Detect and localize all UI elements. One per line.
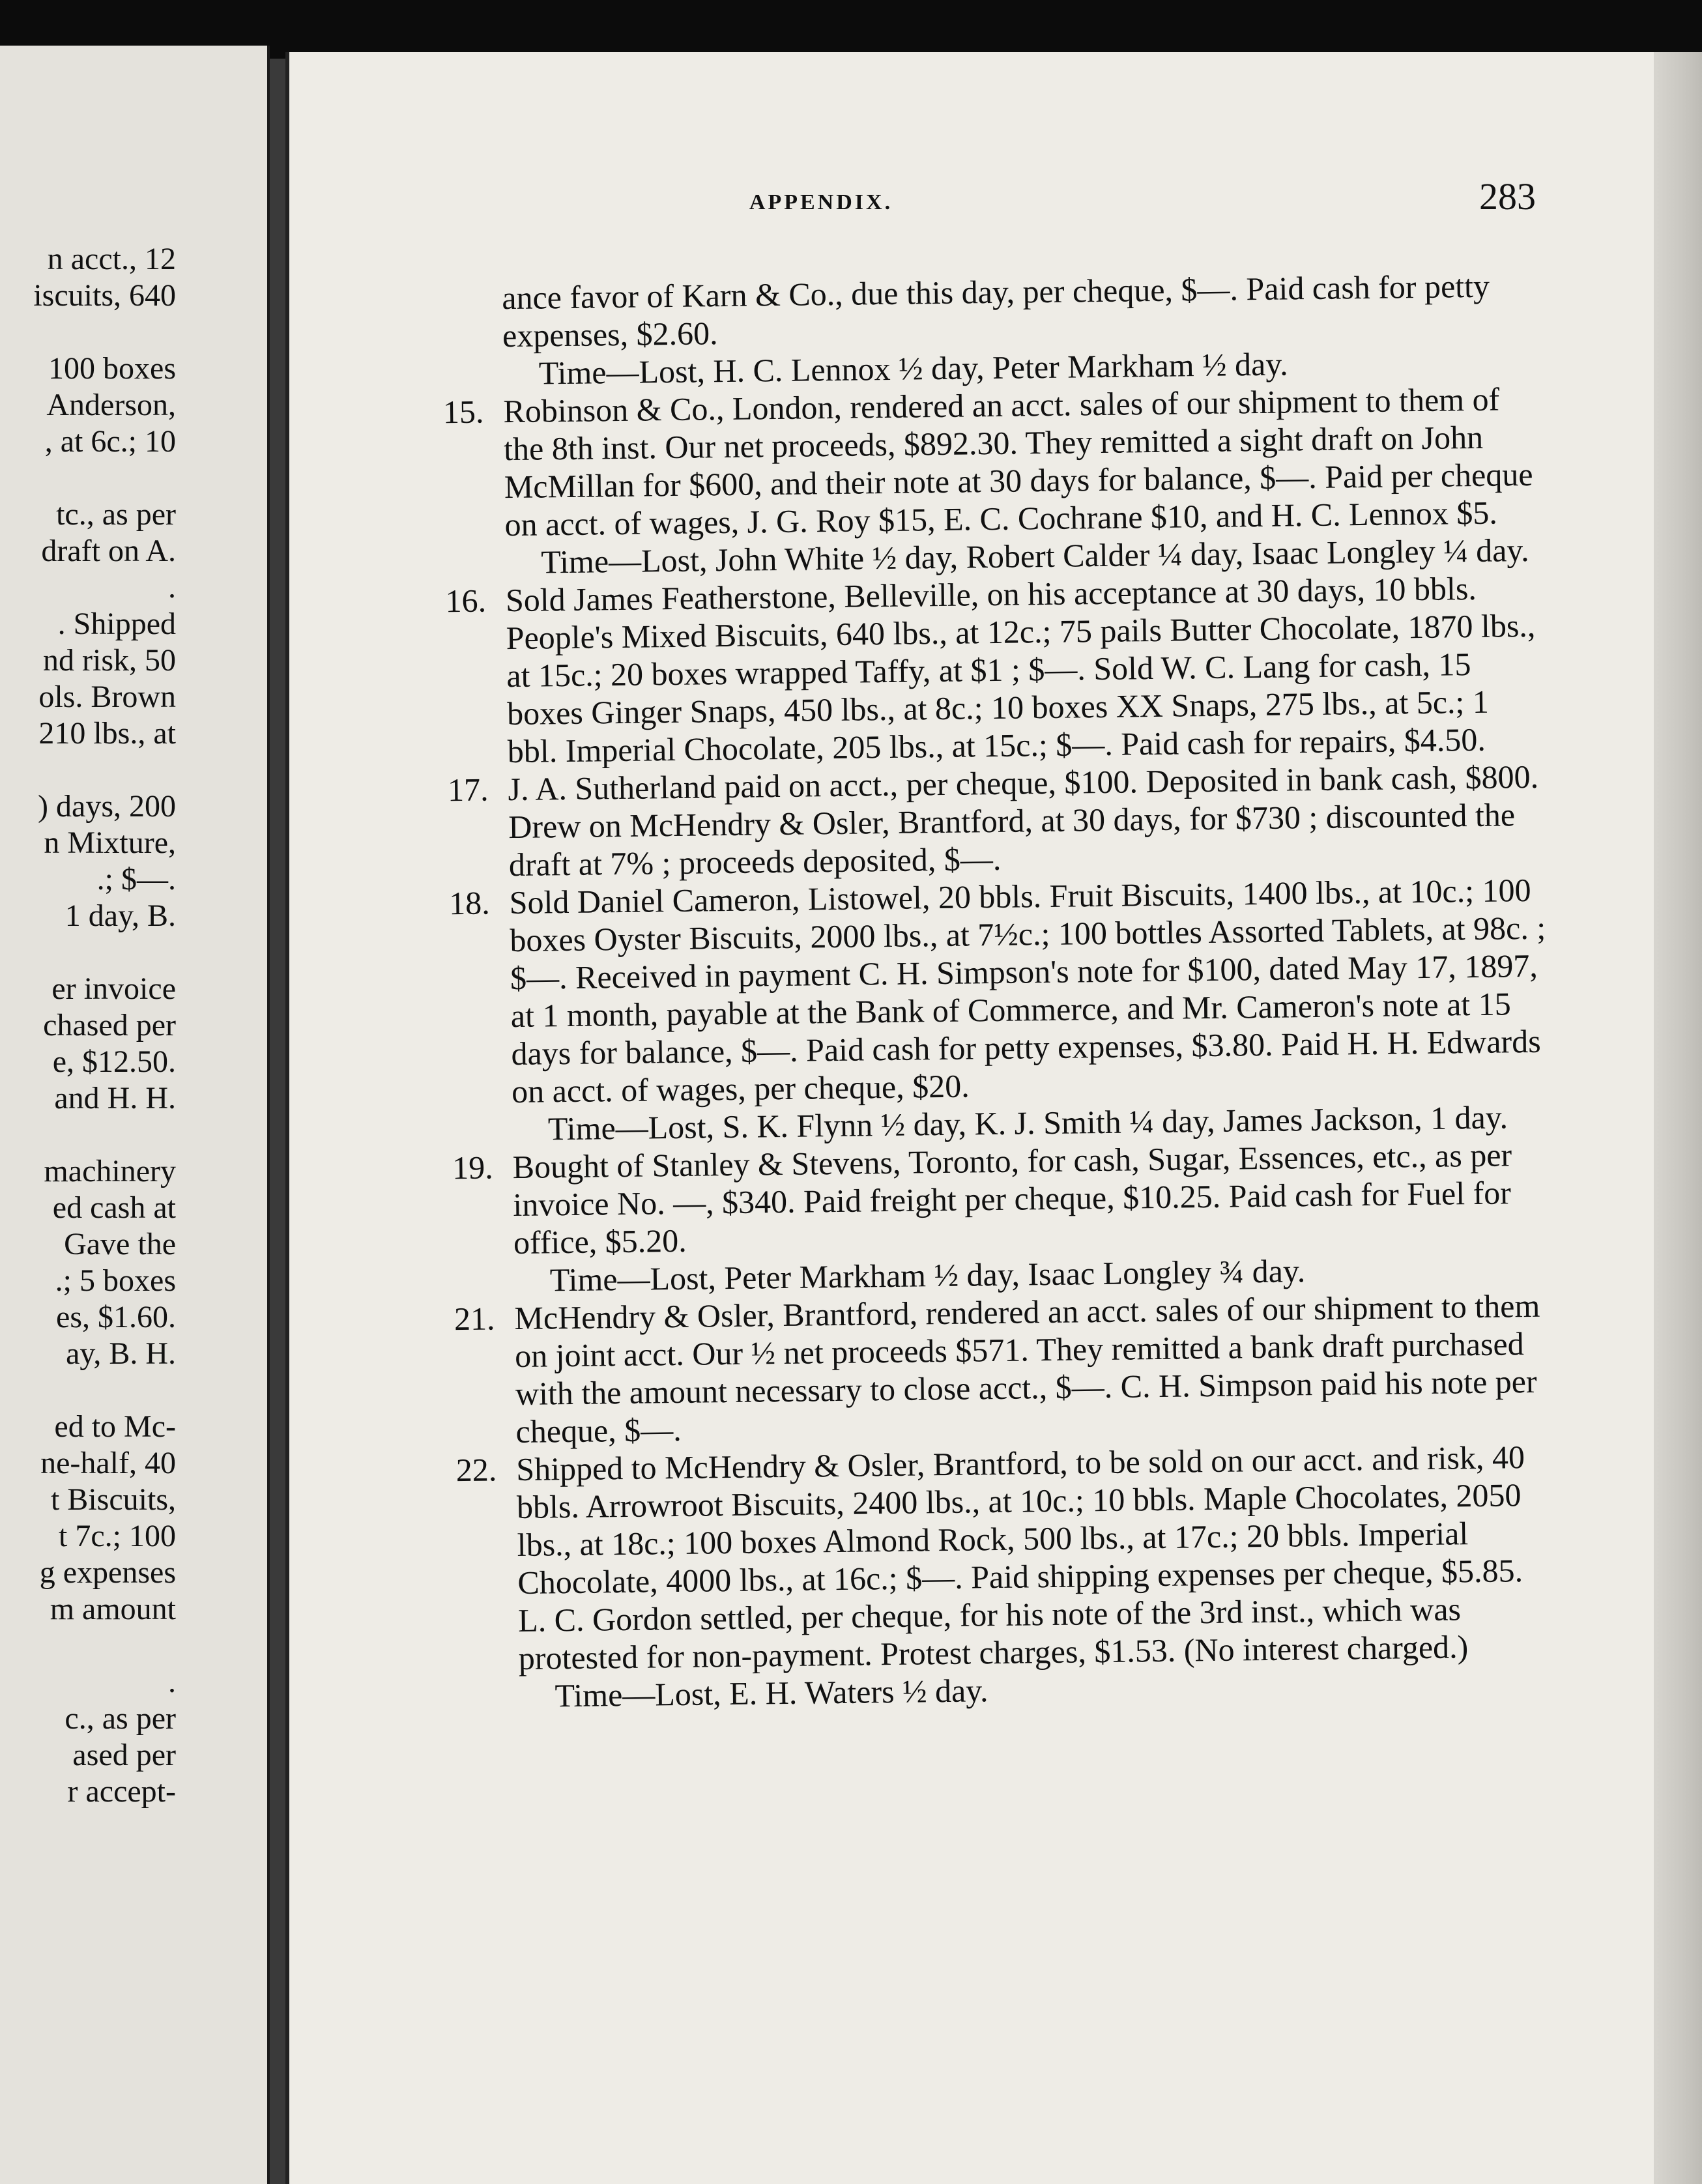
left-page-line: 100 boxes [48,351,176,386]
continued-text [404,266,1538,356]
left-page-line: g expenses [39,1555,176,1590]
left-page-line: . [168,1665,176,1699]
entry-text: Time—Lost, S. K. Flynn ½ day, K. J. Smith ¼ day, James Jackson, 1 day. [547,1099,1508,1147]
page-edge [1654,52,1702,2184]
entry-text: Time—Lost, E. H. Waters ½ day. [555,1672,988,1714]
left-page-line: ed to Mc- [54,1409,176,1444]
ledger-entry [411,871,1548,1112]
left-page-line: n Mixture, [44,826,176,860]
left-page-line: es, $1.60. [56,1300,176,1334]
left-page-line: Anderson, [46,388,176,422]
entry-date-number: 17. [447,771,489,809]
entry-date-number: 22. [455,1451,497,1489]
left-page-line: n acct., 12 [47,242,176,276]
left-page-line: draft on A. [41,534,176,568]
entry-text: Shipped to McHendry & Osler, Brantford, to be sold on our acct. and risk, 40 bbls. Arrowroot Biscuits, 2400 lbs., at 10c.; 10 bbls. Maple Chocolates, 2050 lbs., at 18c.; 100 boxes Almond Rock, 500 lbs., at 17c.; 20 bbls. Imperial Chocolate, 4000 lbs., at 16c.; $—. Paid shipping expenses per cheque, $5.85. L. C. Gordon settled, per cheque, for his note of the 3rd inst., which was protested for non-payment. Protest charges, $1.53. (No interest charged.) [515,1439,1525,1677]
left-page-line: c., as per [65,1701,176,1736]
entry-text: Robinson & Co., London, rendered an acct. sales of our shipment to them of the 8th inst. Our net proceeds, $892.30. They remitted a sight draft on John McMillan for $600, and their note at 30 days for balance, $—. Paid per cheque on acct. of wages, J. G. Roy $15, E. C. Cochrane $10, and H. C. Lennox $5. [503,381,1533,543]
left-page-line: .; $—. [96,862,176,897]
entry-text: Bought of Stanley & Stevens, Toronto, for cash, Sugar, Essences, etc., as per invoice No. —, $340. Paid freight per cheque, $10.25. Paid cash for Fuel for office, $5.20. [512,1136,1512,1261]
left-page-line: er invoice [51,971,176,1006]
page-body [404,266,1555,1716]
entry-text: Sold James Featherstone, Belleville, on his acceptance at 30 days, 10 bbls. People's Mixed Biscuits, 640 lbs., at 12c.; 75 pails Butter Chocolate, 1870 lbs., at 15c.; 20 boxes wrapped Taffy, at $1 ; $—. Sold W. C. Lang for cash, 15 boxes Ginger Snaps, 450 lbs., at 8c.; 10 boxes XX Snaps, 275 lbs., at 5c.; 1 bbl. Imperial Chocolate, 205 lbs., at 15c.; $—. Paid cash for repairs, $4.50. [505,569,1536,770]
left-page-line: iscuits, 640 [33,278,176,313]
entry-date-number: 15. [442,393,484,431]
left-page-line: ne-half, 40 [40,1446,176,1480]
left-page-line: e, $12.50. [52,1044,176,1079]
left-page-line: . [168,570,176,605]
entry-text: Time—Lost, John White ½ day, Robert Calder ¼ day, Isaac Longley ¼ day. [540,531,1529,581]
entry-text: Time—Lost, Peter Markham ½ day, Isaac Longley ¾ day. [549,1252,1306,1299]
left-page-line: ed cash at [52,1190,176,1225]
ledger-entry [418,1438,1555,1678]
left-page-line: ased per [72,1738,176,1772]
left-page-line: t Biscuits, [50,1482,176,1517]
left-page-line: . Shipped [57,607,176,641]
left-page-line: ) days, 200 [38,789,176,824]
left-page-line: Gave the [64,1227,176,1261]
left-page-line: machinery [44,1154,176,1188]
left-page-line: chased per [43,1008,176,1042]
entry-date-number: 19. [452,1149,493,1186]
entry-text: Sold Daniel Cameron, Listowel, 20 bbls. Fruit Biscuits, 1400 lbs., at 10c.; 100 boxes Oyster Biscuits, 2000 lbs., at 7½c.; 100 bottles Assorted Tablets, at 98c. ; $—. Received in payment C. H. Simpson's note for $100, dated May 17, 1897, at 1 month, payable at the Bank of Commerce, and Mr. Cameron's note at 15 days for balance, $—. Paid cash for petty expenses, $3.80. Paid H. H. Edwards on acct. of wages, per cheque, $20. [509,871,1546,1110]
page-number: 283 [1479,175,1536,218]
entry-text: J. A. Sutherland paid on acct., per cheque, $100. Deposited in bank cash, $800. Drew on McHendry & Osler, Brantford, at 30 days, for $730 ; discounted the draft at 7% ; proceeds deposited, $—. [508,758,1539,884]
entry-date-number: 21. [454,1300,495,1338]
left-page-line: 210 lbs., at [38,716,176,751]
left-page-line: tc., as per [56,497,176,532]
left-page-line: ols. Brown [38,680,176,714]
entry-date-number: 18. [448,884,491,922]
running-head: APPENDIX. [749,190,893,214]
left-page-line: t 7c.; 100 [59,1519,176,1553]
ledger-entry [414,1136,1550,1263]
entry-text: Time—Lost, H. C. Lennox ½ day, Peter Markham ½ day. [538,345,1288,392]
left-page-line: r accept- [67,1774,176,1809]
facing-page-left [0,46,270,2184]
left-page-line: .; 5 boxes [55,1263,176,1298]
ledger-entry [408,569,1544,771]
left-page-line: m amount [50,1592,176,1626]
ledger-entry [405,380,1541,545]
ledger-entry [416,1287,1552,1452]
entry-date-number: 16. [445,582,487,620]
ledger-entry [410,758,1545,885]
left-page-line: ay, B. H. [66,1336,176,1371]
left-page-line: 1 day, B. [65,898,176,933]
entry-text: McHendry & Osler, Brantford, rendered an acct. sales of our shipment to them on joint acct. Our ½ net proceeds $571. They remitted a bank draft purchased with the amount necessary to close acct., $—. C. H. Simpson paid his note per cheque, $—. [514,1287,1540,1450]
left-page-line: nd risk, 50 [43,643,176,678]
entry-text: ance favor of Karn & Co., due this day, per cheque, $—. Paid cash for petty expenses, $2.60. [502,267,1490,354]
left-page-line: and H. H. [54,1081,176,1115]
book-gutter [270,59,285,2184]
left-page-line: , at 6c.; 10 [44,424,176,459]
